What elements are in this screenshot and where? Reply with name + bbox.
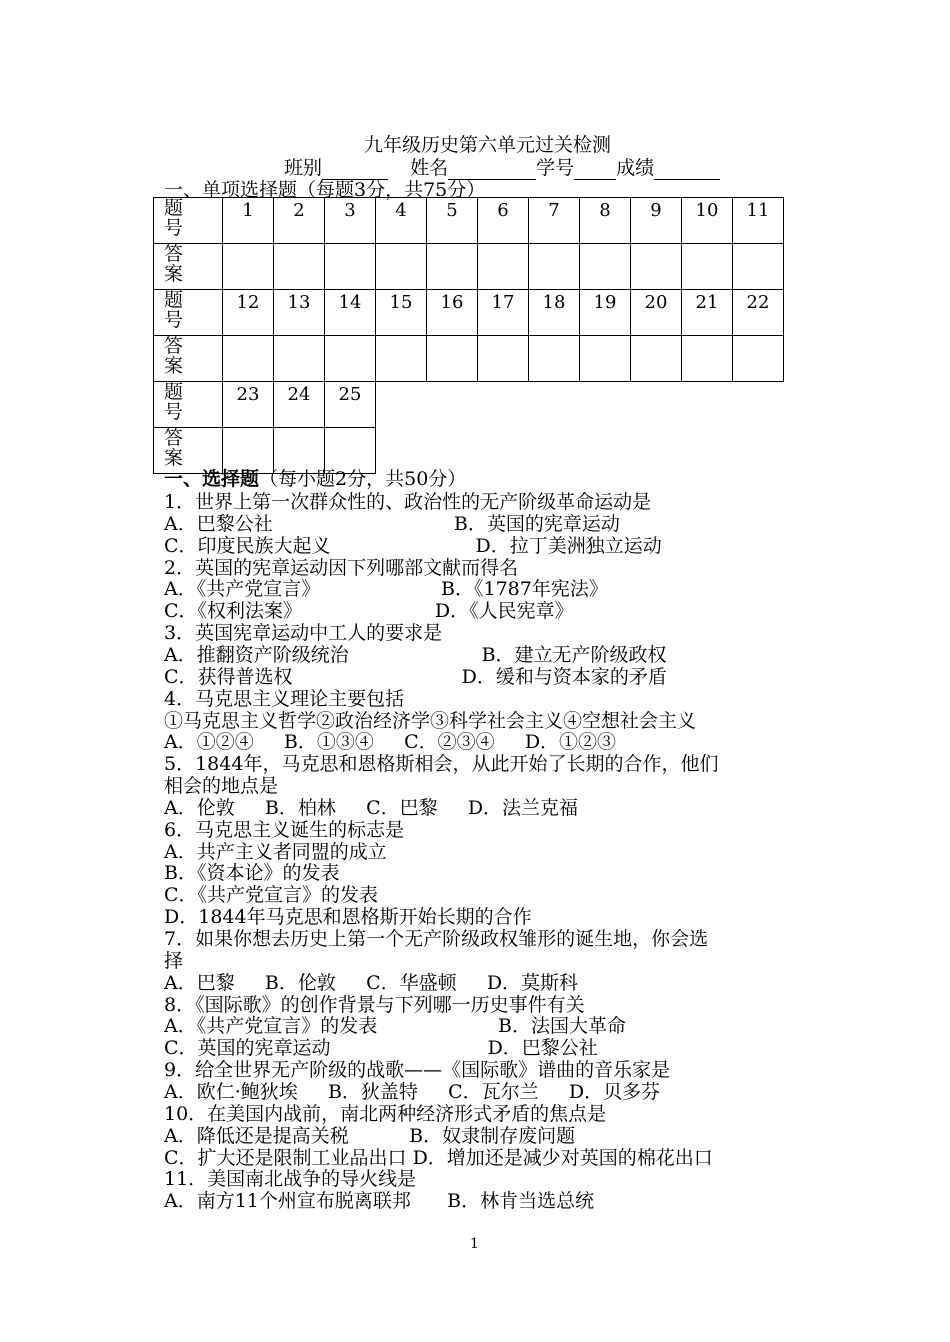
question-number-row	[154, 382, 784, 428]
option-line: A．共产主义者同盟的成立	[164, 840, 387, 863]
option-line: D．1844年马克思和恩格斯开始长期的合作	[164, 906, 532, 929]
question-number-cell: 10	[682, 198, 733, 244]
answer-cell[interactable]	[376, 336, 427, 382]
answer-cell[interactable]	[529, 336, 580, 382]
question-number-cell: 15	[376, 290, 427, 336]
row-label-answer: 答 案	[154, 428, 223, 474]
answer-cell[interactable]	[631, 244, 682, 290]
option-line: C．《权利法案》 D．《人民宪章》	[164, 600, 574, 623]
option-line: A．《共产党宣言》的发表 B．法国大革命	[164, 1015, 626, 1038]
question-number-cell: 13	[274, 290, 325, 336]
question-number-cell: 6	[478, 198, 529, 244]
option-line: C．扩大还是限制工业品出口 D．增加还是减少对英国的棉花出口	[164, 1146, 713, 1169]
score-label: 成绩	[616, 157, 655, 179]
question-line: 2．英国的宪章运动因下列哪部文献而得名	[164, 556, 519, 579]
option-line: A．欧仁·鲍狄埃 B．狄盖特 C．瓦尔兰 D．贝多芬	[164, 1080, 661, 1103]
page-number: 1	[470, 1236, 479, 1252]
answer-cell[interactable]	[325, 244, 376, 290]
question-line: 6．马克思主义诞生的标志是	[164, 818, 405, 841]
question-number-cell: 5	[427, 198, 478, 244]
question-line: 4．马克思主义理论主要包括	[164, 687, 405, 710]
question-number-row	[154, 290, 784, 336]
answer-cell[interactable]	[427, 244, 478, 290]
answer-cell[interactable]	[274, 336, 325, 382]
answer-cell[interactable]	[274, 244, 325, 290]
answer-cell[interactable]	[478, 244, 529, 290]
option-line: A．巴黎 B．伦敦 C．华盛顿 D．莫斯科	[164, 971, 579, 994]
answer-cell[interactable]	[325, 336, 376, 382]
option-line: C．获得普选权 D．缓和与资本家的矛盾	[164, 665, 667, 688]
answer-cell[interactable]	[223, 336, 274, 382]
answer-cell[interactable]	[580, 244, 631, 290]
question-number-cell: 21	[682, 290, 733, 336]
question-line: 5．1844年，马克思和恩格斯相会，从此开始了长期的合作，他们	[164, 753, 719, 776]
answer-cell[interactable]	[733, 244, 784, 290]
table-blank-area	[376, 382, 784, 428]
question-number-cell: 17	[478, 290, 529, 336]
question-number-cell: 20	[631, 290, 682, 336]
row-label-answer: 答 案	[154, 336, 223, 382]
question-number-cell: 22	[733, 290, 784, 336]
question-line: 3．英国宪章运动中工人的要求是	[164, 622, 443, 645]
question-number-cell: 18	[529, 290, 580, 336]
question-number-cell: 23	[223, 382, 274, 428]
question-line: 1．世界上第一次群众性的、政治性的无产阶级革命运动是	[164, 491, 652, 513]
question-number-cell: 24	[274, 382, 325, 428]
option-line: A．伦敦 B．柏林 C．巴黎 D．法兰克福	[164, 796, 579, 819]
row-label-answer: 答 案	[154, 244, 223, 290]
option-line: A．①②④ B．①③④ C．②③④ D．①②③	[164, 731, 617, 754]
option-line: B．《资本论》的发表	[164, 862, 340, 885]
answer-cell[interactable]	[223, 244, 274, 290]
answer-cell[interactable]	[631, 336, 682, 382]
question-line: 8．《国际歌》的创作背景与下列哪一历史事件有关	[164, 993, 585, 1016]
question-line: 9．给全世界无产阶级的战歌——《国际歌》谱曲的音乐家是	[164, 1059, 671, 1082]
answer-cell[interactable]	[376, 244, 427, 290]
question-number-cell: 12	[223, 290, 274, 336]
question-line: 7．如果你想去历史上第一个无产阶级政权雏形的诞生地，你会选	[164, 928, 709, 950]
option-line: C．《共产党宣言》的发表	[164, 884, 379, 907]
row-label-question: 题 号	[154, 290, 223, 336]
option-line: A．《共产党宣言》 B．《1787年宪法》	[164, 578, 608, 601]
answer-cell[interactable]	[682, 336, 733, 382]
row-label-question: 题 号	[154, 198, 223, 244]
option-line: A．降低还是提高关税 B．奴隶制存废问题	[164, 1124, 576, 1147]
score-blank	[654, 161, 720, 180]
option-line: C．印度民族大起义 D．拉丁美洲独立运动	[164, 534, 662, 557]
question-number-cell: 2	[274, 198, 325, 244]
row-label-question: 题 号	[154, 382, 223, 428]
option-line: A．巴黎公社 B．英国的宪章运动	[164, 512, 620, 535]
answer-cell[interactable]	[427, 336, 478, 382]
question-line: 择	[164, 949, 184, 972]
section2-heading: 一、选择题（每小题2分，共50分）	[164, 468, 467, 490]
question-number-cell: 1	[223, 198, 274, 244]
answer-cell[interactable]	[478, 336, 529, 382]
question-number-row	[154, 198, 784, 244]
option-line: C．英国的宪章运动 D．巴黎公社	[164, 1037, 598, 1060]
answer-cell[interactable]	[529, 244, 580, 290]
question-number-cell: 3	[325, 198, 376, 244]
answer-row	[154, 336, 784, 382]
number-label: 学号	[536, 157, 575, 179]
question-number-cell: 14	[325, 290, 376, 336]
name-label: 姓名	[410, 157, 449, 179]
question-number-cell: 25	[325, 382, 376, 428]
page-title: 九年级历史第六单元过关检测	[364, 134, 612, 156]
answer-cell[interactable]	[682, 244, 733, 290]
class-label: 班别	[284, 157, 323, 179]
number-blank	[574, 161, 616, 180]
question-line: 11．美国南北战争的导火线是	[164, 1168, 417, 1191]
question-number-cell: 7	[529, 198, 580, 244]
answer-cell[interactable]	[580, 336, 631, 382]
question-number-cell: 16	[427, 290, 478, 336]
answer-cell[interactable]	[733, 336, 784, 382]
question-line: 相会的地点是	[164, 775, 279, 798]
section1-heading: 一、单项选择题（每题3分，共75分）	[164, 179, 486, 201]
option-line: A．南方11个州宣布脱离联邦 B．林肯当选总统	[164, 1190, 595, 1213]
answer-table	[153, 197, 784, 474]
option-line: A．推翻资产阶级统治 B．建立无产阶级政权	[164, 643, 667, 666]
answer-row	[154, 244, 784, 290]
question-number-cell: 8	[580, 198, 631, 244]
option-line: ①马克思主义哲学②政治经济学③科学社会主义④空想社会主义	[164, 709, 697, 732]
question-number-cell: 11	[733, 198, 784, 244]
question-number-cell: 19	[580, 290, 631, 336]
question-number-cell: 9	[631, 198, 682, 244]
question-line: 10．在美国内战前，南北两种经济形式矛盾的焦点是	[164, 1102, 607, 1125]
question-number-cell: 4	[376, 198, 427, 244]
